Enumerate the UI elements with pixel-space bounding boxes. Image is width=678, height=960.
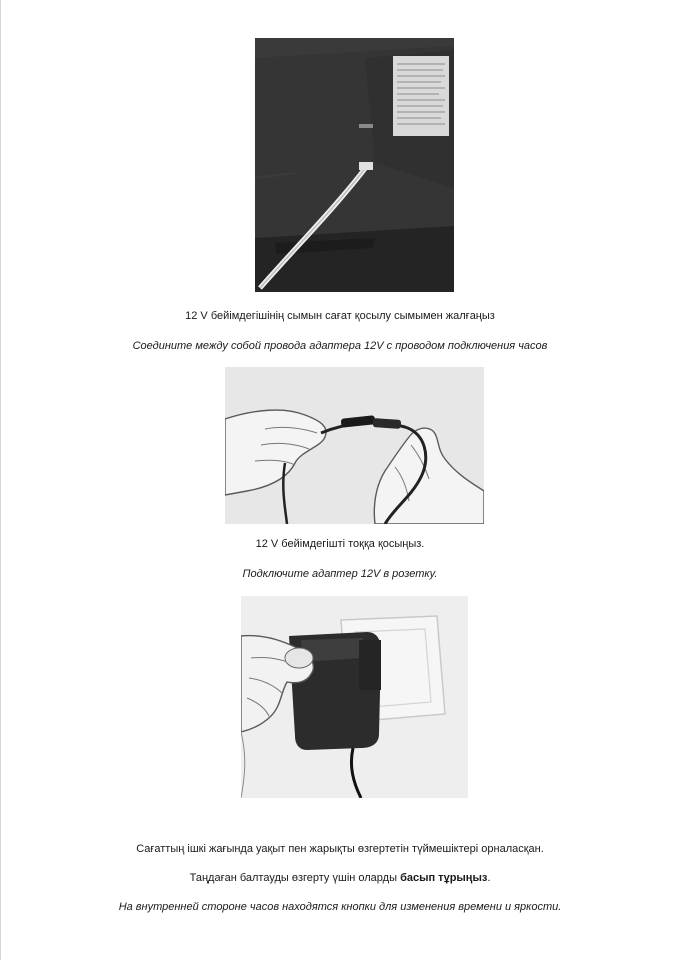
caption-3-kazakh-prefix: Таңдаған балтауды өзгерту үшін оларды (189, 872, 401, 884)
hands-connecting-cable-photo (225, 367, 484, 524)
caption-3-kazakh-instruction (1, 871, 678, 885)
caption-2-kazakh: 12 V бейімдегішті тоққа қосыңыз. (255, 538, 425, 550)
caption-2-russian: Подключите адаптер 12V в розетку. (242, 568, 438, 580)
clock-back-photo (255, 38, 454, 292)
caption-3-russian: На внутренней стороне часов находятся кнопки для изменения времени и яркости. (118, 901, 562, 913)
caption-3-kazakh-suffix: . (487, 872, 491, 884)
caption-3-kazakh-bold: басып тұрыңыз (400, 872, 488, 884)
adapter-socket-photo (241, 596, 468, 798)
caption-1-russian: Соедините между собой провода адаптера 12V с проводом подключения часов (132, 340, 548, 352)
caption-3-kazakh: Сағаттың ішкі жағында уақыт пен жарықты өзгертетін түймешіктері орналасқан. (136, 843, 544, 855)
caption-1-kazakh: 12 V бейімдегішінің сымын сағат қосылу сымымен жалғаңыз (185, 310, 495, 322)
